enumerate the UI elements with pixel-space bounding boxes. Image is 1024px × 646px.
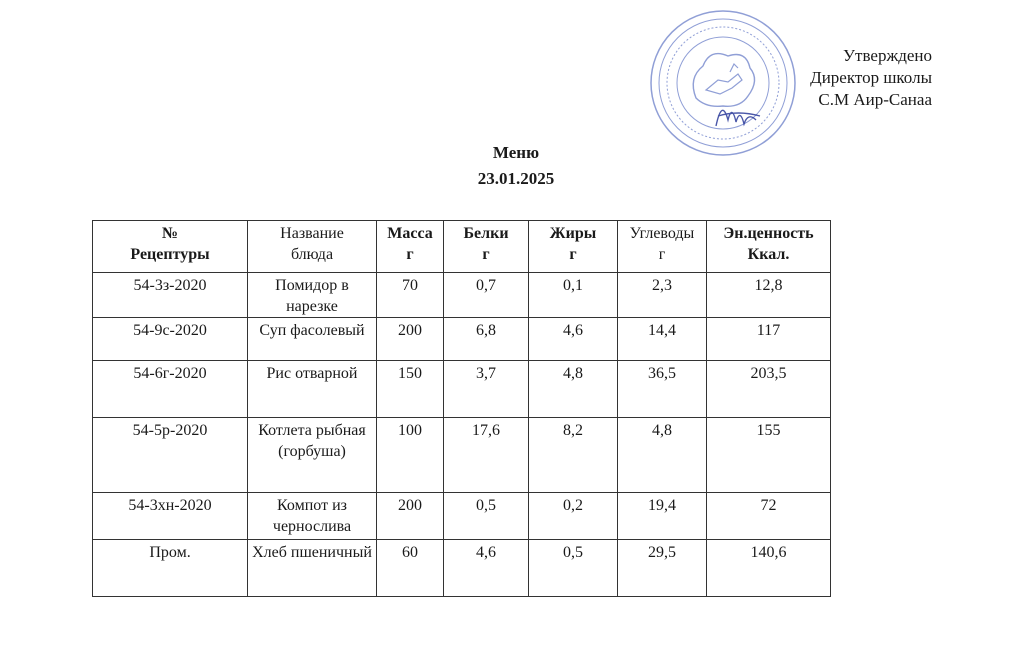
header-recipe-number: № Рецептуры: [93, 221, 248, 273]
page-title: Меню: [492, 143, 540, 162]
cell-dish: Помидор в нарезке: [248, 273, 377, 318]
cell-dish: Хлеб пшеничный: [248, 540, 377, 597]
menu-date: 23.01.2025: [477, 169, 555, 188]
menu-table: [92, 220, 831, 597]
cell-kcal: 117: [707, 318, 831, 361]
cell-code: 54-9с-2020: [93, 318, 248, 361]
cell-kcal: 12,8: [707, 273, 831, 318]
table-row: [93, 493, 831, 540]
cell-dish: Компот из чернослива: [248, 493, 377, 540]
menu-title-block: [0, 140, 1024, 192]
cell-protein: 6,8: [444, 318, 529, 361]
cell-fat: 4,6: [529, 318, 618, 361]
table-row: [93, 418, 831, 493]
cell-code: Пром.: [93, 540, 248, 597]
header-protein: Белки г: [444, 221, 529, 273]
cell-code: 54-3з-2020: [93, 273, 248, 318]
cell-kcal: 203,5: [707, 361, 831, 418]
cell-fat: 4,8: [529, 361, 618, 418]
table-row: [93, 540, 831, 597]
cell-mass: 100: [377, 418, 444, 493]
cell-fat: 0,2: [529, 493, 618, 540]
cell-protein: 0,7: [444, 273, 529, 318]
cell-kcal: 140,6: [707, 540, 831, 597]
cell-carbs: 36,5: [618, 361, 707, 418]
cell-carbs: 2,3: [618, 273, 707, 318]
cell-fat: 0,5: [529, 540, 618, 597]
table-row: [93, 361, 831, 418]
cell-carbs: 29,5: [618, 540, 707, 597]
approval-block: [810, 45, 932, 111]
header-dish-name: Название блюда: [248, 221, 377, 273]
cell-dish: Рис отварной: [248, 361, 377, 418]
cell-protein: 17,6: [444, 418, 529, 493]
cell-mass: 200: [377, 318, 444, 361]
cell-protein: 4,6: [444, 540, 529, 597]
cell-mass: 150: [377, 361, 444, 418]
cell-code: 54-5р-2020: [93, 418, 248, 493]
cell-kcal: 72: [707, 493, 831, 540]
header-energy: Эн.ценность Ккал.: [707, 221, 831, 273]
table-row: [93, 318, 831, 361]
cell-code: 54-6г-2020: [93, 361, 248, 418]
cell-dish: Суп фасолевый: [248, 318, 377, 361]
cell-mass: 200: [377, 493, 444, 540]
cell-mass: 60: [377, 540, 444, 597]
cell-fat: 8,2: [529, 418, 618, 493]
cell-protein: 0,5: [444, 493, 529, 540]
approval-title: Утверждено: [843, 46, 932, 65]
approval-signatory: С.М Аир-Санаа: [818, 90, 932, 109]
school-seal-stamp: [648, 8, 798, 158]
cell-carbs: 19,4: [618, 493, 707, 540]
header-carbs: Углеводы г: [618, 221, 707, 273]
cell-dish: Котлета рыбная (горбуша): [248, 418, 377, 493]
cell-mass: 70: [377, 273, 444, 318]
table-header-row: [93, 221, 831, 273]
header-fat: Жиры г: [529, 221, 618, 273]
approval-position: Директор школы: [810, 68, 932, 87]
cell-protein: 3,7: [444, 361, 529, 418]
cell-kcal: 155: [707, 418, 831, 493]
header-mass: Масса г: [377, 221, 444, 273]
table-row: [93, 273, 831, 318]
cell-carbs: 4,8: [618, 418, 707, 493]
cell-fat: 0,1: [529, 273, 618, 318]
cell-carbs: 14,4: [618, 318, 707, 361]
cell-code: 54-3хн-2020: [93, 493, 248, 540]
